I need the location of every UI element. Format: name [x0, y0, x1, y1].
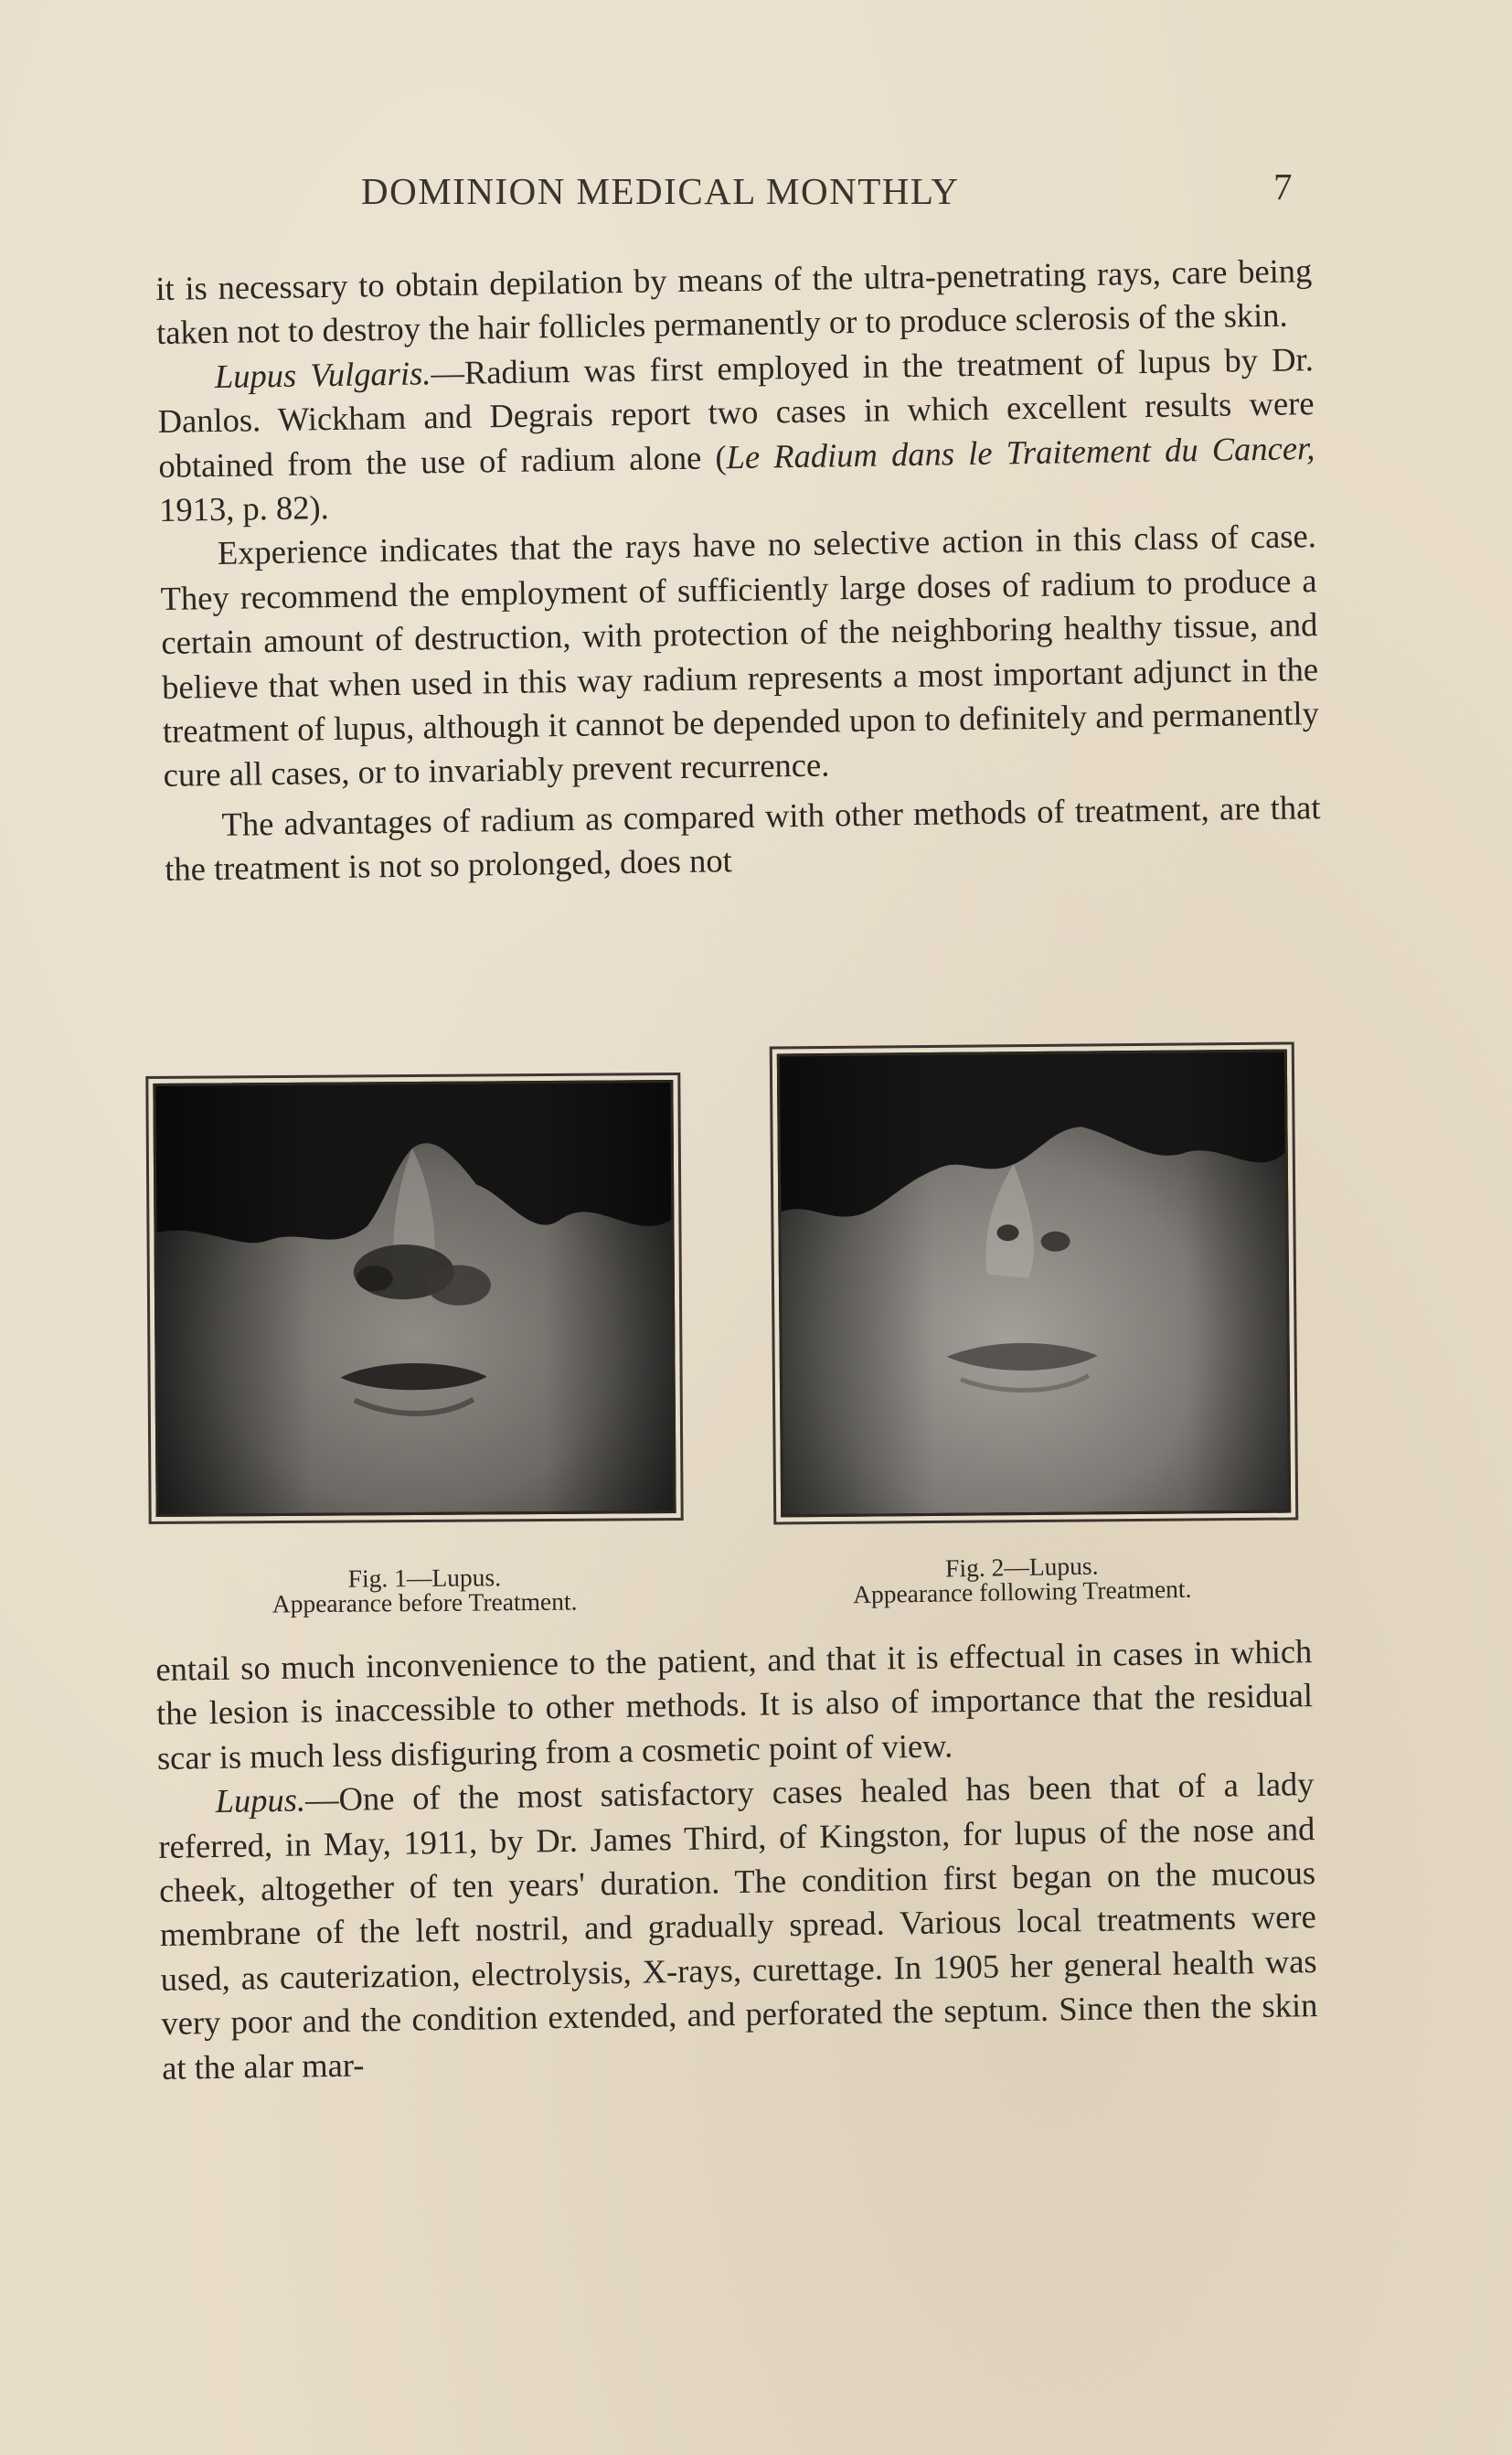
- figure-2-caption: [793, 1551, 1251, 1608]
- cited-work-title: Le Radium dans le Traitement du Cancer,: [726, 428, 1315, 475]
- body-text-bottom: [155, 1629, 1318, 2090]
- page-number: 7: [1273, 165, 1293, 208]
- running-title: DOMINION MEDICAL MONTHLY: [361, 170, 960, 212]
- paragraph-advantages: [164, 785, 1321, 892]
- paragraph-experience: [160, 515, 1320, 798]
- figure-1-caption-description: Appearance before Treatment.: [272, 1586, 578, 1618]
- figure-1-caption-label: Fig. 1—Lupus.: [347, 1563, 502, 1593]
- paragraph-inconvenience: [155, 1629, 1314, 1780]
- paragraph-text: it is necessary to obtain depilation by means of the ultra-penetrating rays, care being taken not to destroy the hair follicles permanently or to produce sclerosis of the skin.: [155, 251, 1313, 352]
- paragraph-text: The advantages of radium as compared with other methods of treatment, are that the treatment is not so prolonged, does not: [165, 787, 1321, 889]
- face-before-treatment-image: [155, 1083, 673, 1514]
- figure-2-caption-description: Appearance following Treatment.: [852, 1574, 1192, 1609]
- figure-2-caption-label: Fig. 2—Lupus.: [944, 1551, 1099, 1583]
- paragraph-text: —One of the most satisfactory cases healed has been that of a lady referred, in May, 1911, by Dr. James Third, of Kingston, for lupus of the nose and cheek, altogether of ten years' duration. The condition first began on the mucous membrane of the left nostril, and gradually spread. Various local treatments were used, as cauterization, electrolysis, X-rays, curettage. In 1905 her general health was very poor and the condition extended, and perforated the septum. Since then the skin at the alar mar-: [158, 1765, 1318, 2087]
- paragraph-text: —Radium was first employed in the treatment of lupus by Dr. Danlos. Wickham and Degrais report two cases in which excellent results were obtained from the use of radium alone (: [157, 339, 1315, 485]
- figure-1-photograph: [153, 1080, 676, 1517]
- paragraph-text: entail so much inconvenience to the patient, and that it is effectual in cases in which the lesion is inaccessible to other methods. It is also of importance that the residual scar is much less disfiguring from a cosmetic point of view.: [155, 1632, 1314, 1777]
- face-after-treatment-image: [780, 1052, 1288, 1515]
- paragraph-lupus-case: [157, 1762, 1318, 2090]
- paragraph-text: Experience indicates that the rays have no selective action in this class of case. They recommend the employment of sufficiently large doses of radium to produce a certain amount of destruction, with protection of the neighboring healthy tissue, and believe that when used in this way radium represents a most important adjunct in the treatment of lupus, although it cannot be depended upon to definitely and permanently cure all cases, or to invariably prevent recurrence.: [160, 517, 1320, 795]
- citation-detail: 1913, p. 82).: [158, 488, 330, 528]
- paragraph-lupus-vulgaris: [157, 337, 1316, 532]
- section-heading-lupus: Lupus.: [215, 1780, 306, 1820]
- figure-2-photograph: [777, 1050, 1291, 1518]
- section-heading-lupus-vulgaris: Lupus Vulgaris.: [214, 354, 431, 395]
- body-text-top: [155, 249, 1322, 891]
- figure-1-caption: [212, 1564, 637, 1617]
